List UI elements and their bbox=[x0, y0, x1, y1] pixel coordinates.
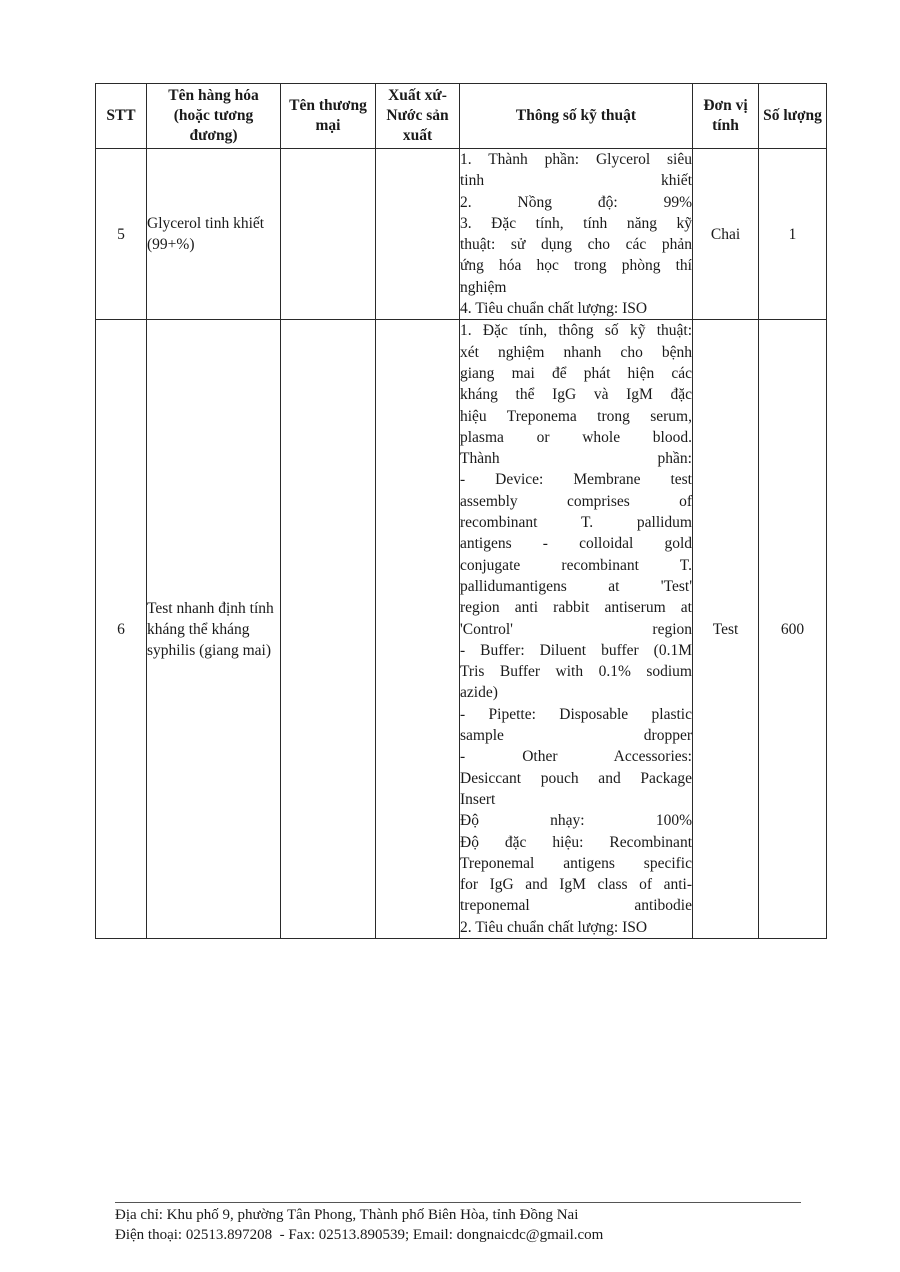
spec-line: - Other Accessories: bbox=[460, 748, 692, 766]
spec-line: pallidumantigens at 'Test' bbox=[460, 577, 692, 595]
row-origin bbox=[376, 320, 460, 939]
table-row bbox=[96, 149, 827, 320]
spec-line: ứng hóa học trong phòng thí bbox=[460, 257, 692, 275]
header-trade-name: Tên thương mại bbox=[281, 84, 376, 149]
row-unit: Chai bbox=[693, 149, 759, 320]
specification-table bbox=[95, 83, 827, 939]
spec-line: kháng thể IgG và IgM đặc bbox=[460, 386, 692, 404]
spec-line: - Device: Membrane test bbox=[460, 471, 692, 489]
footer-address: Địa chỉ: Khu phố 9, phường Tân Phong, Thành phố Biên Hòa, tỉnh Đồng Nai bbox=[115, 1207, 579, 1223]
spec-line: Desiccant pouch and Package bbox=[460, 769, 692, 787]
header-spec: Thông số kỹ thuật bbox=[460, 84, 693, 149]
row-item-name: Test nhanh định tính kháng thể kháng syphilis (giang mai) bbox=[147, 320, 281, 939]
spec-line: 2. Tiêu chuẩn chất lượng: ISO bbox=[460, 918, 648, 936]
spec-line: hiệu Treponema trong serum, bbox=[460, 407, 692, 425]
spec-line: xét nghiệm nhanh cho bệnh bbox=[460, 343, 692, 361]
row-item-name: Glycerol tinh khiết (99+%) bbox=[147, 149, 281, 320]
spec-line: nghiệm bbox=[460, 278, 507, 296]
row-spec bbox=[460, 149, 693, 320]
spec-line: antigens - colloidal gold bbox=[460, 535, 692, 553]
row-stt: 6 bbox=[96, 320, 147, 939]
spec-line: Độ đặc hiệu: Recombinant bbox=[460, 833, 692, 851]
row-spec bbox=[460, 320, 693, 939]
footer-divider bbox=[115, 1202, 801, 1203]
spec-line: Treponemal antigens specific bbox=[460, 854, 692, 872]
header-stt: STT bbox=[96, 84, 147, 149]
header-origin: Xuất xứ- Nước sản xuất bbox=[376, 84, 460, 149]
spec-line: sample dropper bbox=[460, 727, 692, 745]
row-stt: 5 bbox=[96, 149, 147, 320]
header-quantity: Số lượng bbox=[759, 84, 827, 149]
table-row bbox=[96, 320, 827, 939]
spec-line: Tris Buffer with 0.1% sodium bbox=[460, 663, 692, 681]
spec-line: - Pipette: Disposable plastic bbox=[460, 705, 692, 723]
spec-line: 4. Tiêu chuẩn chất lượng: ISO bbox=[460, 300, 648, 318]
spec-line: conjugate recombinant T. bbox=[460, 556, 692, 574]
spec-line: giang mai để phát hiện các bbox=[460, 364, 692, 382]
spec-line: treponemal antibodie bbox=[460, 897, 692, 915]
page-footer bbox=[115, 1205, 603, 1245]
row-origin bbox=[376, 149, 460, 320]
spec-line: assembly comprises of bbox=[460, 492, 692, 510]
spec-line: recombinant T. pallidum bbox=[460, 514, 692, 532]
header-item-name: Tên hàng hóa (hoặc tương đương) bbox=[147, 84, 281, 149]
spec-line: region anti rabbit antiserum at bbox=[460, 599, 692, 617]
spec-line: 3. Đặc tính, tính năng kỹ bbox=[460, 214, 692, 232]
spec-line: tinh khiết bbox=[460, 172, 692, 190]
row-unit: Test bbox=[693, 320, 759, 939]
table-header-row bbox=[96, 84, 827, 149]
spec-line: azide) bbox=[460, 684, 498, 702]
spec-line: for IgG and IgM class of anti- bbox=[460, 876, 692, 894]
spec-line: Thành phần: bbox=[460, 450, 692, 468]
spec-line: 1. Đặc tính, thông số kỹ thuật: bbox=[460, 322, 692, 340]
spec-line: plasma or whole blood. bbox=[460, 428, 692, 446]
row-quantity: 1 bbox=[759, 149, 827, 320]
footer-contact: Điện thoại: 02513.897208 - Fax: 02513.890539; Email: dongnaicdc@gmail.com bbox=[115, 1227, 604, 1243]
spec-line: - Buffer: Diluent buffer (0.1M bbox=[460, 641, 692, 659]
row-trade-name bbox=[281, 149, 376, 320]
spec-line: Độ nhạy: 100% bbox=[460, 812, 692, 830]
row-trade-name bbox=[281, 320, 376, 939]
row-quantity: 600 bbox=[759, 320, 827, 939]
spec-line: thuật: sử dụng cho các phản bbox=[460, 236, 692, 254]
spec-line: Insert bbox=[460, 790, 496, 808]
spec-line: 2. Nồng độ: 99% bbox=[460, 193, 692, 211]
spec-line: 'Control' region bbox=[460, 620, 692, 638]
spec-line: 1. Thành phần: Glycerol siêu bbox=[460, 151, 692, 168]
header-unit: Đơn vị tính bbox=[693, 84, 759, 149]
